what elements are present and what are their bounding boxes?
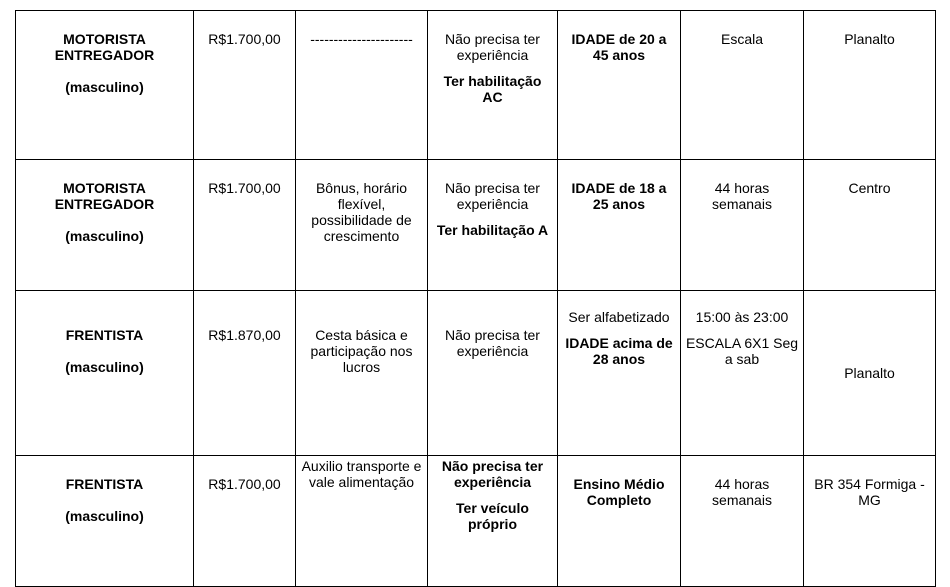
benefits: Cesta básica e participação nos lucros	[310, 327, 413, 375]
job-title-cell	[16, 291, 194, 456]
schedule-cell	[681, 456, 804, 587]
requirements-cell	[428, 291, 558, 456]
age-requirement: IDADE de 20 a 45 anos	[571, 31, 667, 63]
job-title-line: ENTREGADOR	[54, 196, 155, 212]
salary-cell	[194, 456, 296, 587]
location-cell	[804, 160, 936, 291]
requirement: Não precisa ter experiência	[441, 458, 544, 490]
schedule-cell	[681, 11, 804, 160]
location-cell	[804, 11, 936, 160]
age-cell	[558, 456, 681, 587]
schedule-cell	[681, 160, 804, 291]
education-requirement: Ensino Médio Completo	[573, 476, 665, 508]
benefits-cell	[296, 291, 428, 456]
benefits-cell	[296, 11, 428, 160]
job-gender: (masculino)	[65, 228, 144, 244]
schedule: 44 horas semanais	[712, 476, 772, 508]
requirement: Não precisa ter experiência	[445, 327, 540, 359]
requirements-cell	[428, 11, 558, 160]
salary: R$1.700,00	[208, 31, 281, 47]
job-title-line: MOTORISTA	[63, 31, 146, 47]
requirements-cell	[428, 160, 558, 291]
location-cell	[804, 291, 936, 456]
job-gender: (masculino)	[65, 508, 144, 524]
location: Centro	[848, 180, 891, 196]
job-title-line: MOTORISTA	[63, 180, 146, 196]
job-title-cell	[16, 11, 194, 160]
salary: R$1.700,00	[208, 476, 281, 492]
requirement: Ter veículo próprio	[456, 500, 529, 532]
location: Planalto	[844, 365, 895, 381]
schedule: 44 horas semanais	[712, 180, 772, 212]
schedule: Escala	[720, 31, 764, 47]
requirements-cell	[428, 456, 558, 587]
age-cell	[558, 160, 681, 291]
age-requirement: Ser alfabetizado	[568, 309, 670, 325]
benefits-cell	[296, 160, 428, 291]
table-row	[16, 160, 936, 291]
benefits: Bônus, horário flexível, possibilidade de crescimento	[311, 180, 412, 244]
job-title-line: ENTREGADOR	[54, 47, 155, 63]
table-row	[16, 456, 936, 587]
benefits: ----------------------	[310, 31, 413, 47]
table-row	[16, 11, 936, 160]
jobs-table	[15, 10, 936, 587]
schedule: ESCALA 6X1 Seg a sab	[685, 335, 799, 367]
age-cell	[558, 11, 681, 160]
requirement: Ter habilitação AC	[443, 73, 542, 105]
salary-cell	[194, 11, 296, 160]
location: Planalto	[844, 31, 895, 47]
job-gender: (masculino)	[65, 359, 144, 375]
schedule: 15:00 às 23:00	[695, 309, 789, 325]
requirement: Não precisa ter experiência	[445, 31, 540, 63]
job-title-line: FRENTISTA	[65, 327, 144, 343]
salary: R$1.870,00	[208, 327, 281, 343]
job-title-cell	[16, 456, 194, 587]
location-cell	[804, 456, 936, 587]
job-title-line: FRENTISTA	[65, 476, 144, 492]
benefits-cell	[296, 456, 428, 587]
schedule-cell	[681, 291, 804, 456]
age-cell	[558, 291, 681, 456]
age-requirement: IDADE acima de 28 anos	[565, 335, 673, 367]
salary-cell	[194, 160, 296, 291]
benefits: Auxilio transporte e vale alimentação	[301, 458, 422, 490]
salary: R$1.700,00	[208, 180, 281, 196]
job-gender: (masculino)	[65, 79, 144, 95]
requirement: Ter habilitação A	[436, 222, 549, 238]
table-row	[16, 291, 936, 456]
requirement: Não precisa ter experiência	[445, 180, 540, 212]
location: BR 354 Formiga - MG	[814, 476, 925, 508]
age-requirement: IDADE de 18 a 25 anos	[571, 180, 667, 212]
job-title-cell	[16, 160, 194, 291]
salary-cell	[194, 291, 296, 456]
